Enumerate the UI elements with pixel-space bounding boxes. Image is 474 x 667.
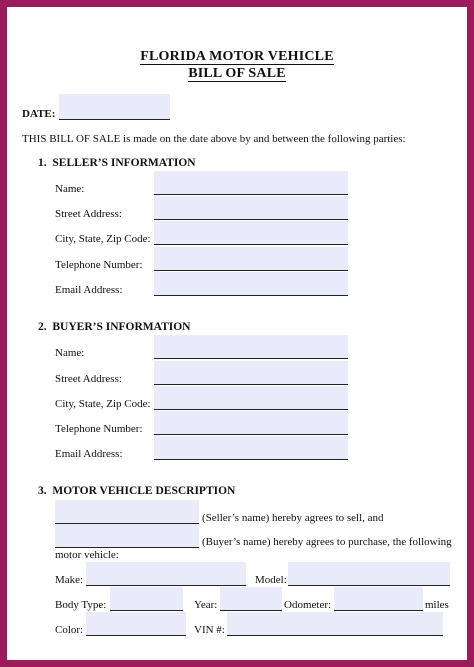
year-label: Year: xyxy=(194,599,218,611)
buyer-agrees-text: (Buyer’s name) hereby agrees to purchase, the following xyxy=(202,536,452,548)
year-input[interactable] xyxy=(220,587,282,610)
seller-city-field[interactable] xyxy=(154,221,348,245)
seller-agrees-text: (Seller’s name) hereby agrees to sell, and xyxy=(202,512,384,524)
seller-phone-label: Telephone Number: xyxy=(55,259,143,271)
make-label: Make: xyxy=(55,574,84,586)
buyer-name-agree-input[interactable] xyxy=(55,524,199,547)
buyer-street-input[interactable] xyxy=(154,361,348,384)
buyer-phone-input[interactable] xyxy=(154,411,348,434)
buyer-street-label: Street Address: xyxy=(55,373,122,385)
miles-label: miles xyxy=(425,599,449,611)
buyer-phone-label: Telephone Number: xyxy=(55,423,143,435)
buyer-city-field[interactable] xyxy=(154,386,348,410)
model-input[interactable] xyxy=(288,562,450,585)
seller-email-label: Email Address: xyxy=(55,284,123,296)
buyer-heading: 2. BUYER’S INFORMATION xyxy=(38,321,191,333)
year-field[interactable] xyxy=(220,587,282,611)
motor-vehicle-text: motor vehicle: xyxy=(55,549,119,561)
buyer-name-field[interactable] xyxy=(154,335,348,359)
seller-name-agree-field[interactable] xyxy=(55,500,199,524)
make-field[interactable] xyxy=(86,562,246,586)
buyer-name-label: Name: xyxy=(55,347,85,359)
seller-name-label: Name: xyxy=(55,183,85,195)
seller-heading: 1. SELLER’S INFORMATION xyxy=(38,157,196,169)
make-input[interactable] xyxy=(86,562,246,585)
buyer-email-label: Email Address: xyxy=(55,448,123,460)
buyer-city-label: City, State, Zip Code: xyxy=(55,398,151,410)
color-field[interactable] xyxy=(86,612,186,636)
vin-input[interactable] xyxy=(227,612,443,635)
buyer-name-agree-field[interactable] xyxy=(55,524,199,548)
buyer-phone-field[interactable] xyxy=(154,411,348,435)
date-label: DATE: xyxy=(22,108,56,120)
seller-phone-field[interactable] xyxy=(154,247,348,271)
date-field[interactable] xyxy=(59,94,170,120)
seller-street-label: Street Address: xyxy=(55,208,122,220)
buyer-email-input[interactable] xyxy=(154,436,348,459)
model-field[interactable] xyxy=(288,562,450,586)
buyer-name-input[interactable] xyxy=(154,335,348,358)
seller-email-field[interactable] xyxy=(154,272,348,296)
body-type-field[interactable] xyxy=(110,587,183,611)
vin-field[interactable] xyxy=(227,612,443,636)
buyer-street-field[interactable] xyxy=(154,361,348,385)
vin-label: VIN #: xyxy=(194,624,225,636)
vehicle-heading: 3. MOTOR VEHICLE DESCRIPTION xyxy=(38,485,236,497)
seller-street-input[interactable] xyxy=(154,196,348,219)
color-input[interactable] xyxy=(86,612,186,635)
title-line-1: FLORIDA MOTOR VEHICLE xyxy=(140,49,334,64)
seller-street-field[interactable] xyxy=(154,196,348,220)
seller-name-input[interactable] xyxy=(154,171,348,194)
intro-text: THIS BILL OF SALE is made on the date above by and between the following parties: xyxy=(22,133,406,145)
seller-city-label: City, State, Zip Code: xyxy=(55,233,151,245)
seller-phone-input[interactable] xyxy=(154,247,348,270)
odometer-input[interactable] xyxy=(334,587,423,610)
seller-name-field[interactable] xyxy=(154,171,348,195)
seller-name-agree-input[interactable] xyxy=(55,500,199,523)
color-label: Color: xyxy=(55,624,84,636)
odometer-label: Odometer: xyxy=(284,599,332,611)
seller-email-input[interactable] xyxy=(154,272,348,295)
date-input[interactable] xyxy=(59,94,170,119)
odometer-field[interactable] xyxy=(334,587,423,611)
buyer-city-input[interactable] xyxy=(154,386,348,409)
buyer-email-field[interactable] xyxy=(154,436,348,460)
seller-city-input[interactable] xyxy=(154,221,348,244)
model-label: Model: xyxy=(255,574,287,586)
body-type-input[interactable] xyxy=(110,587,183,610)
body-type-label: Body Type: xyxy=(55,599,107,611)
title-line-2: BILL OF SALE xyxy=(188,66,286,81)
